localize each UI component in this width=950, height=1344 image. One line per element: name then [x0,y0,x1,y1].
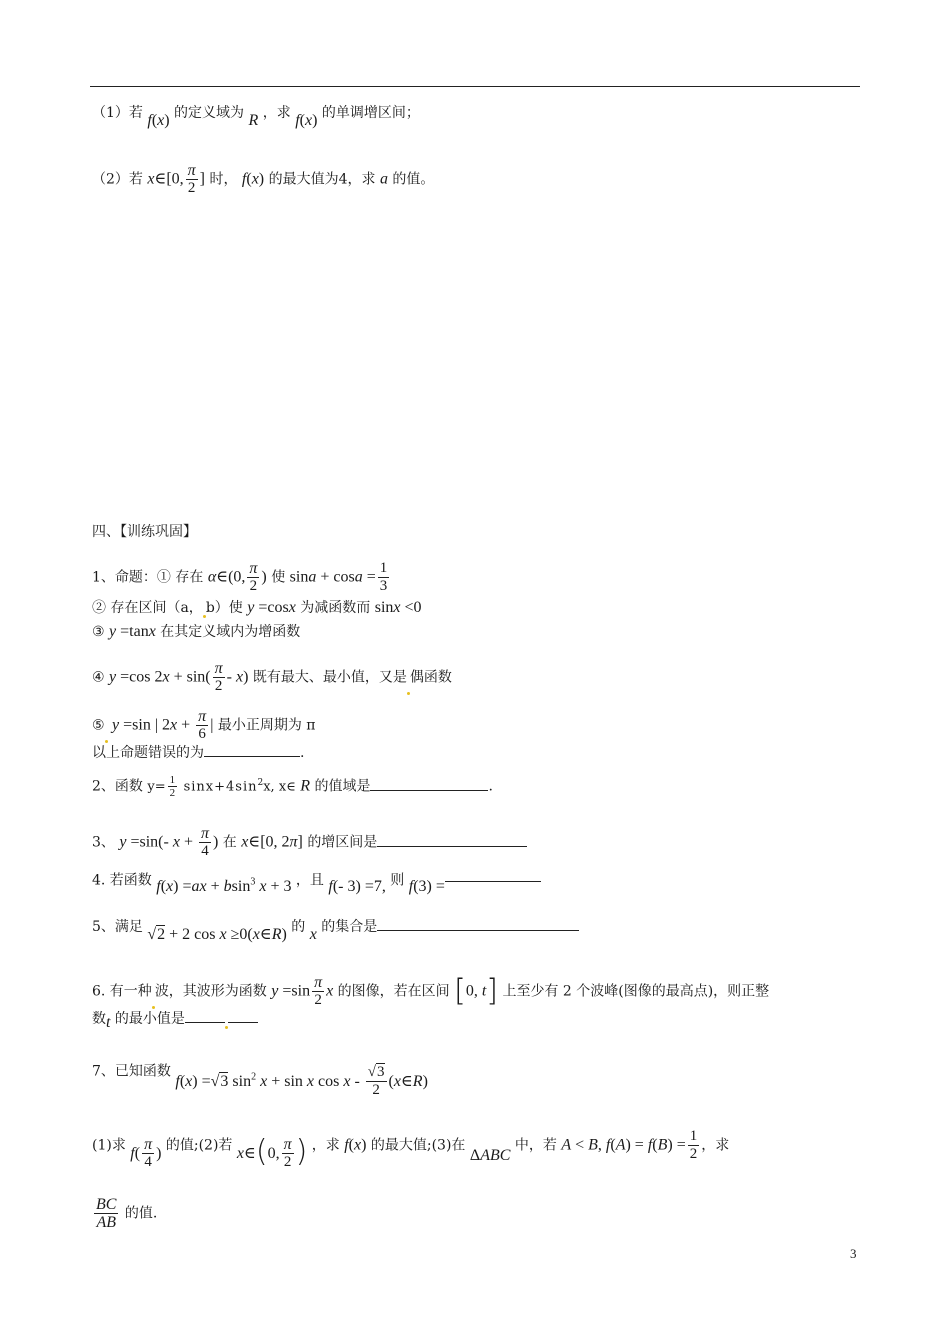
problem-1-statement-4: ④ y =cos 2x + sin( $\frac{\pi}{2}$ - x) 既有最大、最小值，又是 偶函数 [92,660,452,694]
problem-1-statement-1: 1、命题：① 存在 α∈(0, $\frac{\pi}{2}$ ) 使 sina + cosa = $\frac{1}{3}$ [92,560,388,594]
problem-3: 3、 y =sin(- x + $\frac{\pi}{4}$ ) 在 x∈[0, 2π] 的增区间是 [92,825,527,860]
problem-1-question: 以上命题错误的为 . [92,742,304,763]
problem-6-line-1: 6. 有一种 波，其波形为函数 y =sin $\frac{\pi}{2}$ x 的图像，若在区间 [0, t] 上至少有 2 个波峰(图像的最高点)，则正整 [92,973,770,1009]
problem-4: 4. 若函数 f(x) =ax + bsin$^3$ x + 3 ，且 f(- 3) =7, 则 f(3) = [92,866,541,890]
problem-1-statement-2: ② 存在区间（a， b）使 y =cosx 为减函数而 sinx <0 [92,599,422,616]
problem-6-line-2: 数t 的最小值是 [92,1008,258,1029]
problem-7-last: $\frac{BC}{AB}$ 的值. [96,1196,158,1231]
problem-5: 5、满足 √2 + 2 cos x ≥0(x∈R) 的 x 的集合是 [92,916,579,937]
page-number: 3 [850,1246,857,1261]
problem-7-parts: (1)求 f( $\frac{\pi}{4}$ ) 的值;(2)若 x∈(0, $\frac{\pi}{2}$ ) ，求 f(x) 的最大值;(3)在 ΔABC 中，若 A < B, f(A) = f(B) = $\frac{1}{2}$ ，求 [92,1128,730,1170]
problem-1-statement-3: ③ y =tanx 在其定义域内为增函数 [92,623,301,640]
problem-2: 2、函数 y= $\frac{1}{2}$ $\sin x+4\sin^2x$, x∈ R 的值域是 . [92,774,493,800]
part-a-q2: （2）若 x∈[0, $\frac{\pi}{2}$ ] 时， f(x) 的最大值为4，求 a 的值。 [92,162,435,196]
part-a-q1: （1）若 f(x) 的定义域为 R ，求 f(x) 的单调增区间； [92,105,420,129]
problem-7-definition: 7、已知函数 f(x) =√3 $\sin^2 x + \sin x$ cos x - $\frac{√3}{2}$ (x∈R) [92,1063,428,1098]
problem-1-statement-5: ⑤ y =sin | 2x + $\frac{\pi}{6}$ | 最小正周期为 π [92,708,316,742]
header-rule [90,86,860,87]
section-heading: 四、【训练巩固】 [92,524,197,540]
